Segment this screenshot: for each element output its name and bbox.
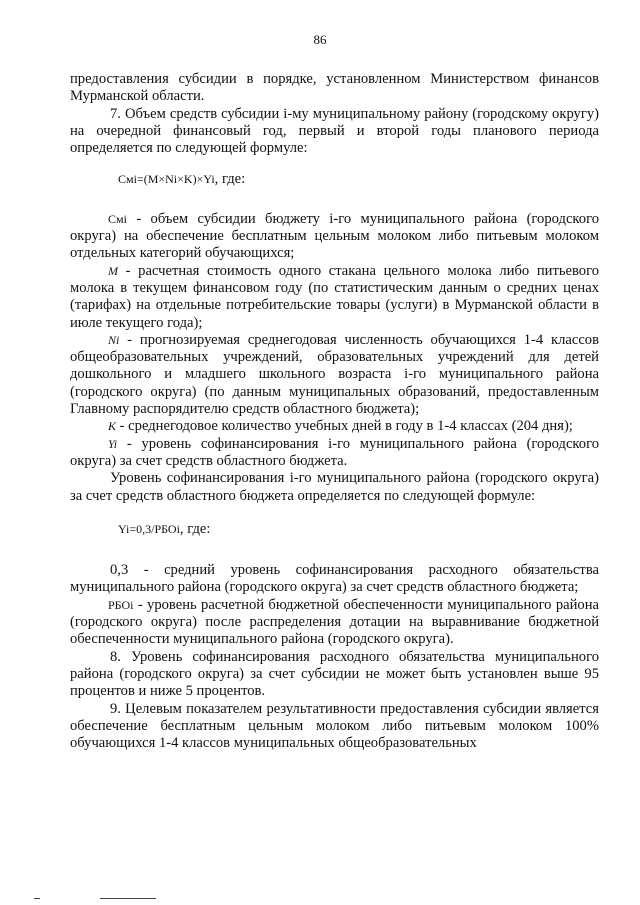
formula-subsidy-tail: , где: [214,171,246,188]
formula-subsidy-volume [118,171,599,188]
paragraph-cofinancing-intro: Уровень софинансирования i-го муниципального района (городского округа) за счет средств областного бюджета определяется по следующей формуле: [70,470,599,504]
formula-cofinancing-expression: Yi=0,3/РБОi [118,521,180,536]
formula-cofinancing-level [118,521,599,538]
symbol-ni: Ni [108,332,120,347]
paragraph-8: 8. Уровень софинансирования расходного обязательства муниципального района (городского округа) за счет субсидии не может быть установлен выше 95 процентов и ниже 5 процентов. [70,648,599,700]
symbol-rboi: РБОi [108,597,134,612]
formula-subsidy-expression: Смi=(M×Ni×K)×Yi [118,172,215,187]
footer-divider-short [34,898,40,899]
paragraph-9: 9. Целевым показателем результативности предоставления субсидии является обеспечение бесплатным цельным молоком либо питьевым молоком 100% обучающихся 1-4 классов муниципальных общеобразовательных [70,700,599,752]
paragraph-continuation: предоставления субсидии в порядке, установленном Министерством финансов Мурманской области. [70,71,599,105]
definition-m-text: - расчетная стоимость одного стакана цельного молока либо питьевого молока в текущем финансовом году (по статистическим данным о средних ценах (тарифах) на отдельные потребительские товары (услуги) в Мурманской области в июле текущего года); [70,262,599,331]
definition-yi-text: - уровень софинансирования i-го муниципального района (городского округа) за счет средств областного бюджета. [70,435,599,469]
definition-ni [70,332,599,418]
definition-m [70,263,599,332]
definition-rboi-text: - уровень расчетной бюджетной обеспеченности муниципального района (городского округа) после распределения дотации на выравнивание бюджетной обеспеченности муниципального района (городского округа). [70,596,599,648]
definition-k-text: - среднегодовое количество учебных дней в году в 1-4 классах (204 дня); [116,418,573,435]
definition-cmi [70,211,599,263]
page-number: 86 [313,32,327,47]
document-body [70,71,599,752]
definition-average-level: 0,3 - средний уровень софинансирования расходного обязательства муниципального района (городского округа) за счет средств областного бюджета; [70,562,599,596]
paragraph-7: 7. Объем средств субсидии i-му муниципальному району (городскому округу) на очередной финансовый год, первый и второй годы планового периода определяется по следующей формуле: [70,105,599,157]
definition-k [70,418,599,435]
definition-ni-text: - прогнозируемая среднегодовая численность обучающихся 1-4 классов общеобразовательных учреждений, образовательных учреждений для детей дошкольного и младшего школьного возраста i-го муниципального района (городского округа) (по данным муниципальных образований, предоставленным Главному распорядителю средств областного бюджета); [70,331,599,418]
symbol-k: K [108,419,117,434]
definition-rboi [70,597,599,649]
footer-divider-long [100,898,156,899]
symbol-m: M [108,263,118,278]
formula-cofinancing-tail: , где: [179,520,211,537]
symbol-cmi: Смi [108,211,127,226]
definition-cmi-text: - объем субсидии бюджету i-го муниципального района (городского округа) на обеспечение бесплатным цельным молоком либо питьевым молоком отдельных категорий обучающихся; [70,210,599,262]
symbol-yi: Yi [108,436,118,451]
definition-yi [70,436,599,471]
